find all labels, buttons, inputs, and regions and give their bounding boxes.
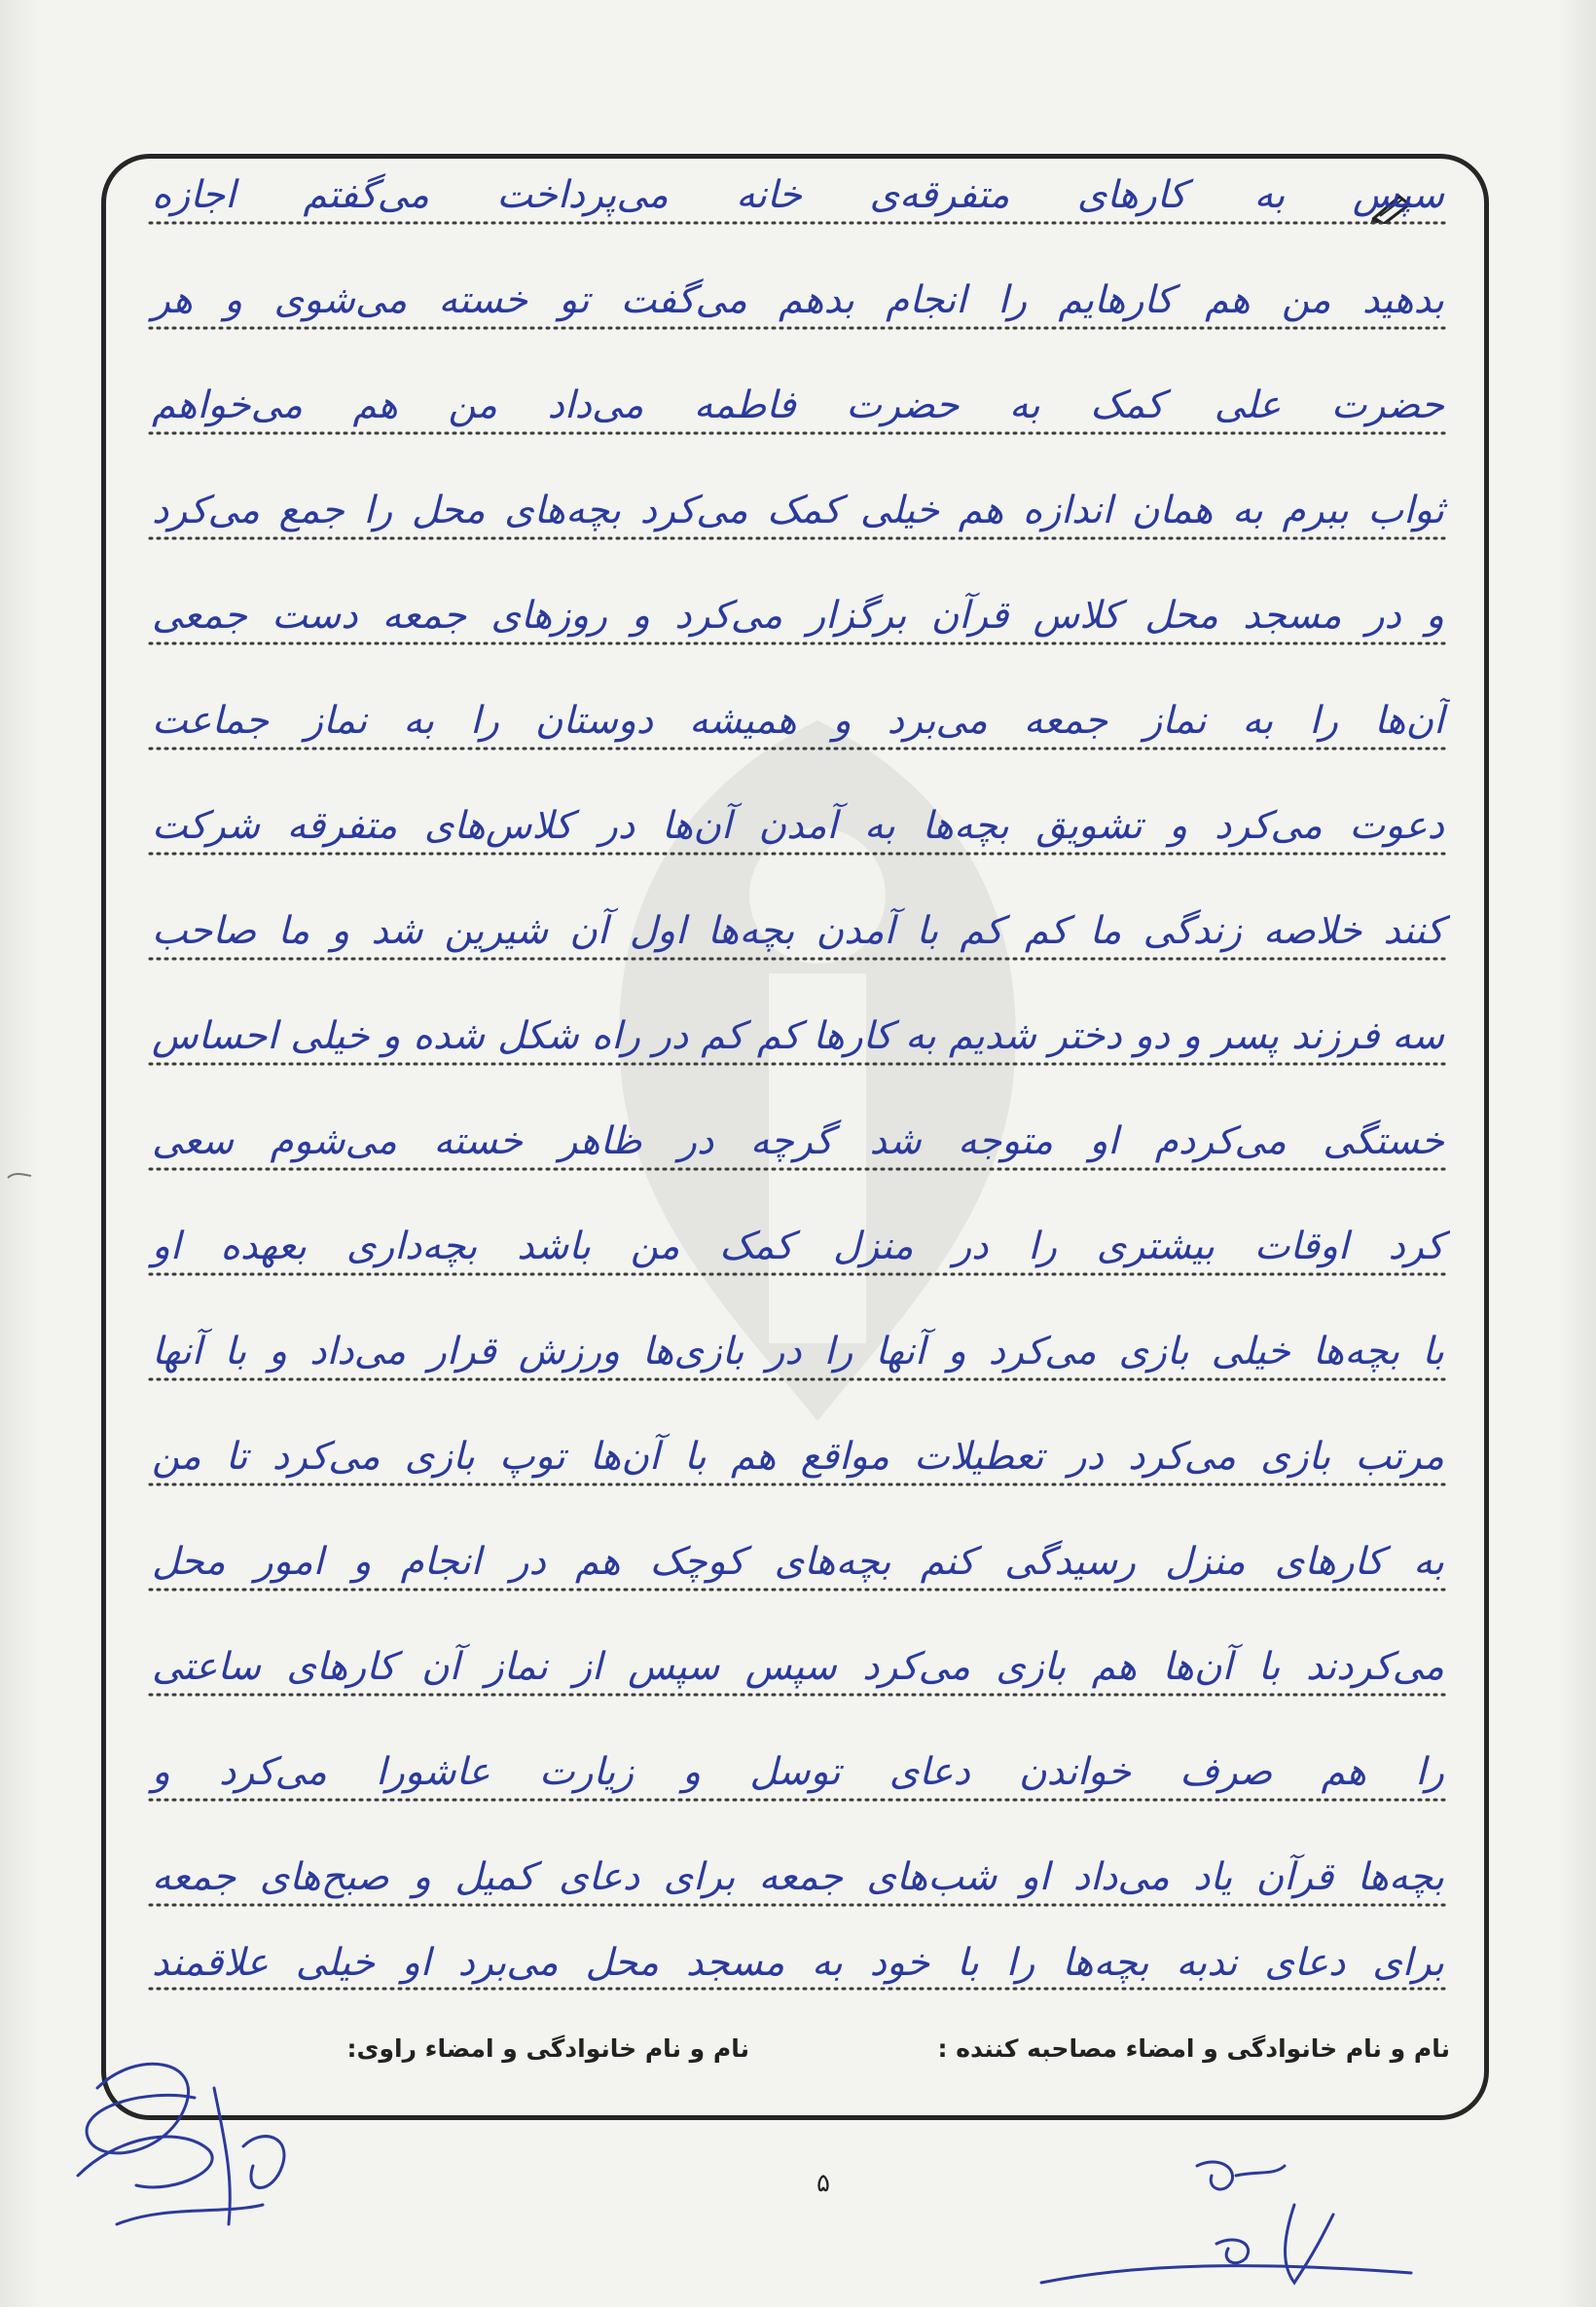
handwritten-line-16: را هم صرف خواندن دعای توسل و زیارت عاشورا می‌کرد و [152, 1750, 1444, 1794]
narrator-signature-label: نام و نام خانوادگی و امضاء راوی: [346, 2034, 749, 2063]
handwritten-text-area [146, 173, 1450, 2011]
handwritten-line-3: حضرت علی کمک به حضرت فاطمه می‌داد من هم می‌خواهم [152, 384, 1444, 427]
handwritten-line-15: می‌کردند با آن‌ها هم بازی می‌کرد سپس سپس از نماز آن کارهای ساعتی [152, 1645, 1444, 1689]
handwritten-line-5: و در مسجد محل کلاس قرآن برگزار می‌کرد و روزهای جمعه دست جمعی [152, 594, 1444, 638]
stray-ink-mark [6, 1166, 33, 1188]
handwritten-line-2: بدهید من هم کارهایم را انجام بدهم می‌گفت تو خسته می‌شوی و هر [152, 278, 1444, 322]
handwritten-line-13: مرتب بازی می‌کرد در تعطیلات مواقع هم با آن‌ها توپ بازی می‌کرد تا من [152, 1435, 1444, 1479]
page-number: ۵ [816, 2169, 830, 2198]
narrator-signature [58, 2030, 350, 2253]
handwritten-line-17: بچه‌ها قرآن یاد می‌داد او شب‌های جمعه برای دعای کمیل و صبح‌های جمعه [152, 1855, 1444, 1899]
handwritten-line-11: کرد اوقات بیشتری را در منزل کمک من باشد بچه‌داری بعهده او [152, 1225, 1444, 1268]
handwritten-line-12: با بچه‌ها خیلی بازی می‌کرد و آنها را در بازی‌ها ورزش قرار می‌داد و با آنها [152, 1330, 1444, 1373]
interviewer-signature-label: نام و نام خانوادگی و امضاء مصاحبه کننده : [937, 2034, 1450, 2063]
handwritten-line-10: خستگی می‌کردم او متوجه شد گرچه در ظاهر خسته می‌شوم سعی [152, 1119, 1444, 1163]
handwritten-line-1: سپس به کارهای متفرقه‌ی خانه می‌پرداخت می‌گفتم اجازه [152, 173, 1444, 217]
handwritten-line-9: سه فرزند پسر و دو دختر شدیم به کارها کم کم در راه شکل شده و خیلی احساس [152, 1014, 1444, 1058]
interviewer-signature [1002, 2137, 1431, 2307]
handwritten-line-18: برای دعای ندبه بچه‌ها را با خود به مسجد محل می‌برد او خیلی علاقمند [152, 1941, 1444, 1985]
handwritten-line-4: ثواب ببرم به همان اندازه هم خیلی کمک می‌کرد بچه‌های محل را جمع می‌کرد [152, 489, 1444, 532]
handwritten-line-8: کنند خلاصه زندگی ما کم کم با آمدن بچه‌ها اول آن شیرین شد و ما صاحب [152, 909, 1444, 953]
handwritten-line-14: به کارهای منزل رسیدگی کنم بچه‌های کوچک هم در انجام و امور محل [152, 1540, 1444, 1584]
handwritten-line-6: آن‌ها را به نماز جمعه می‌برد و همیشه دوستان را به نماز جماعت [152, 699, 1444, 743]
handwritten-line-7: دعوت می‌کرد و تشویق بچه‌ها به آمدن آن‌ها در کلاس‌های متفرقه شرکت [152, 804, 1444, 848]
